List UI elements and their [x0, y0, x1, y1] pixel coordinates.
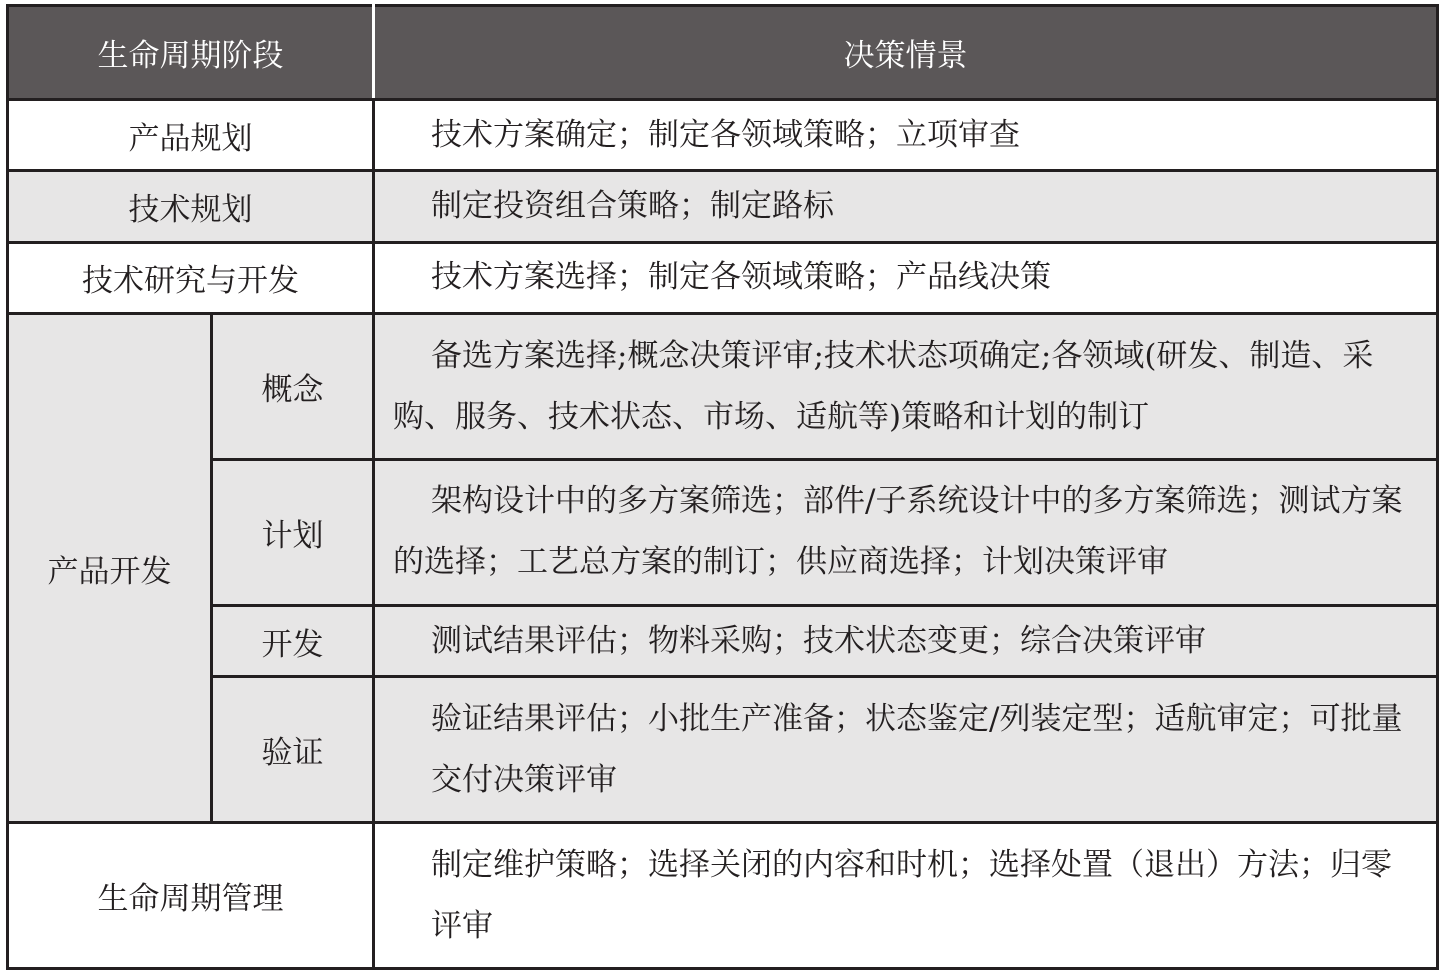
scenario-cell: 技术方案确定；制定各领域策略；立项审查 — [374, 100, 1438, 171]
table-row — [8, 171, 1438, 242]
substage-cell: 计划 — [212, 459, 374, 605]
stage-cell: 技术研究与开发 — [8, 242, 374, 313]
stage-cell: 生命周期管理 — [8, 823, 374, 969]
table-row — [8, 459, 1438, 605]
stage-cell-product-development: 产品开发 — [8, 314, 212, 823]
substage-cell: 验证 — [212, 677, 374, 823]
header-lifecycle-stage: 生命周期阶段 — [8, 6, 374, 100]
table-row — [8, 100, 1438, 171]
table-row — [8, 605, 1438, 676]
scenario-cell: 架构设计中的多方案筛选；部件/子系统设计中的多方案筛选；测试方案的选择；工艺总方案的制订；供应商选择；计划决策评审 — [374, 459, 1438, 605]
table-row — [8, 677, 1438, 823]
scenario-cell: 技术方案选择；制定各领域策略；产品线决策 — [374, 242, 1438, 313]
substage-cell: 开发 — [212, 605, 374, 676]
stage-cell: 产品规划 — [8, 100, 374, 171]
scenario-cell: 制定维护策略；选择关闭的内容和时机；选择处置（退出）方法；归零评审 — [374, 823, 1438, 969]
table-header-row — [8, 6, 1438, 100]
table-row — [8, 314, 1438, 460]
stage-cell: 技术规划 — [8, 171, 374, 242]
substage-cell: 概念 — [212, 314, 374, 460]
scenario-cell: 验证结果评估；小批生产准备；状态鉴定/列装定型；适航审定；可批量交付决策评审 — [374, 677, 1438, 823]
table-row — [8, 823, 1438, 969]
scenario-cell: 制定投资组合策略；制定路标 — [374, 171, 1438, 242]
header-decision-scenario: 决策情景 — [374, 6, 1438, 100]
scenario-cell: 测试结果评估；物料采购；技术状态变更；综合决策评审 — [374, 605, 1438, 676]
decision-scenario-table — [6, 4, 1439, 970]
scenario-cell: 备选方案选择;概念决策评审;技术状态项确定;各领域(研发、制造、采购、服务、技术状态、市场、适航等)策略和计划的制订 — [374, 314, 1438, 460]
table-row — [8, 242, 1438, 313]
